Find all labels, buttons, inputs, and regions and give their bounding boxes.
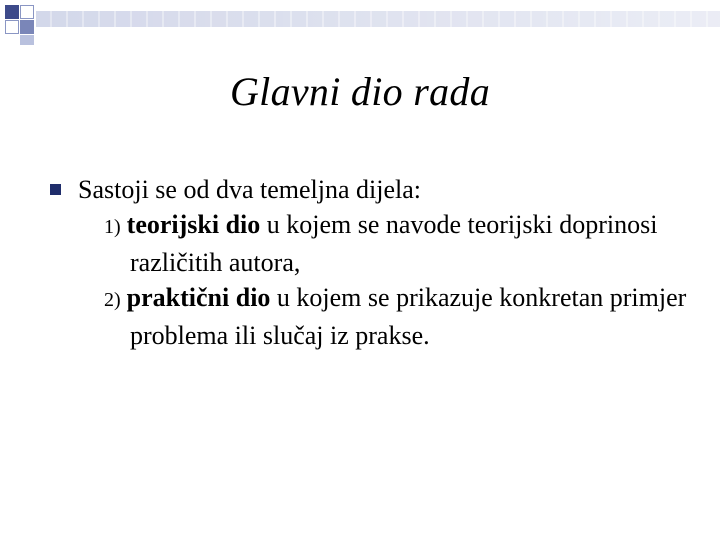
bullet-text: Sastoji se od dva temeljna dijela: xyxy=(78,175,421,204)
sub-item-text: u kojem se navode teorijski doprinosi različitih autora, xyxy=(130,210,658,277)
sub-item-text: u kojem se prikazuje konkretan primjer problema ili slučaj iz prakse. xyxy=(130,283,687,350)
deco-square-icon xyxy=(20,35,34,45)
slide-content xyxy=(50,172,690,353)
deco-square-icon xyxy=(5,20,19,34)
sub-item-number: 2) xyxy=(104,289,121,311)
header-decoration xyxy=(0,0,720,50)
header-bar xyxy=(36,11,720,27)
deco-square-icon xyxy=(5,5,19,19)
deco-square-icon xyxy=(20,5,34,19)
slide-title: Glavni dio rada xyxy=(229,69,491,114)
sub-item-2 xyxy=(78,280,690,353)
sub-item-term: praktični dio xyxy=(126,283,271,312)
sub-item-1 xyxy=(78,207,690,280)
bullet-item xyxy=(50,172,690,353)
sub-item-term: teorijski dio xyxy=(126,210,261,239)
square-bullet-icon xyxy=(50,184,61,195)
deco-square-icon xyxy=(20,20,34,34)
sub-item-number: 1) xyxy=(104,216,121,238)
